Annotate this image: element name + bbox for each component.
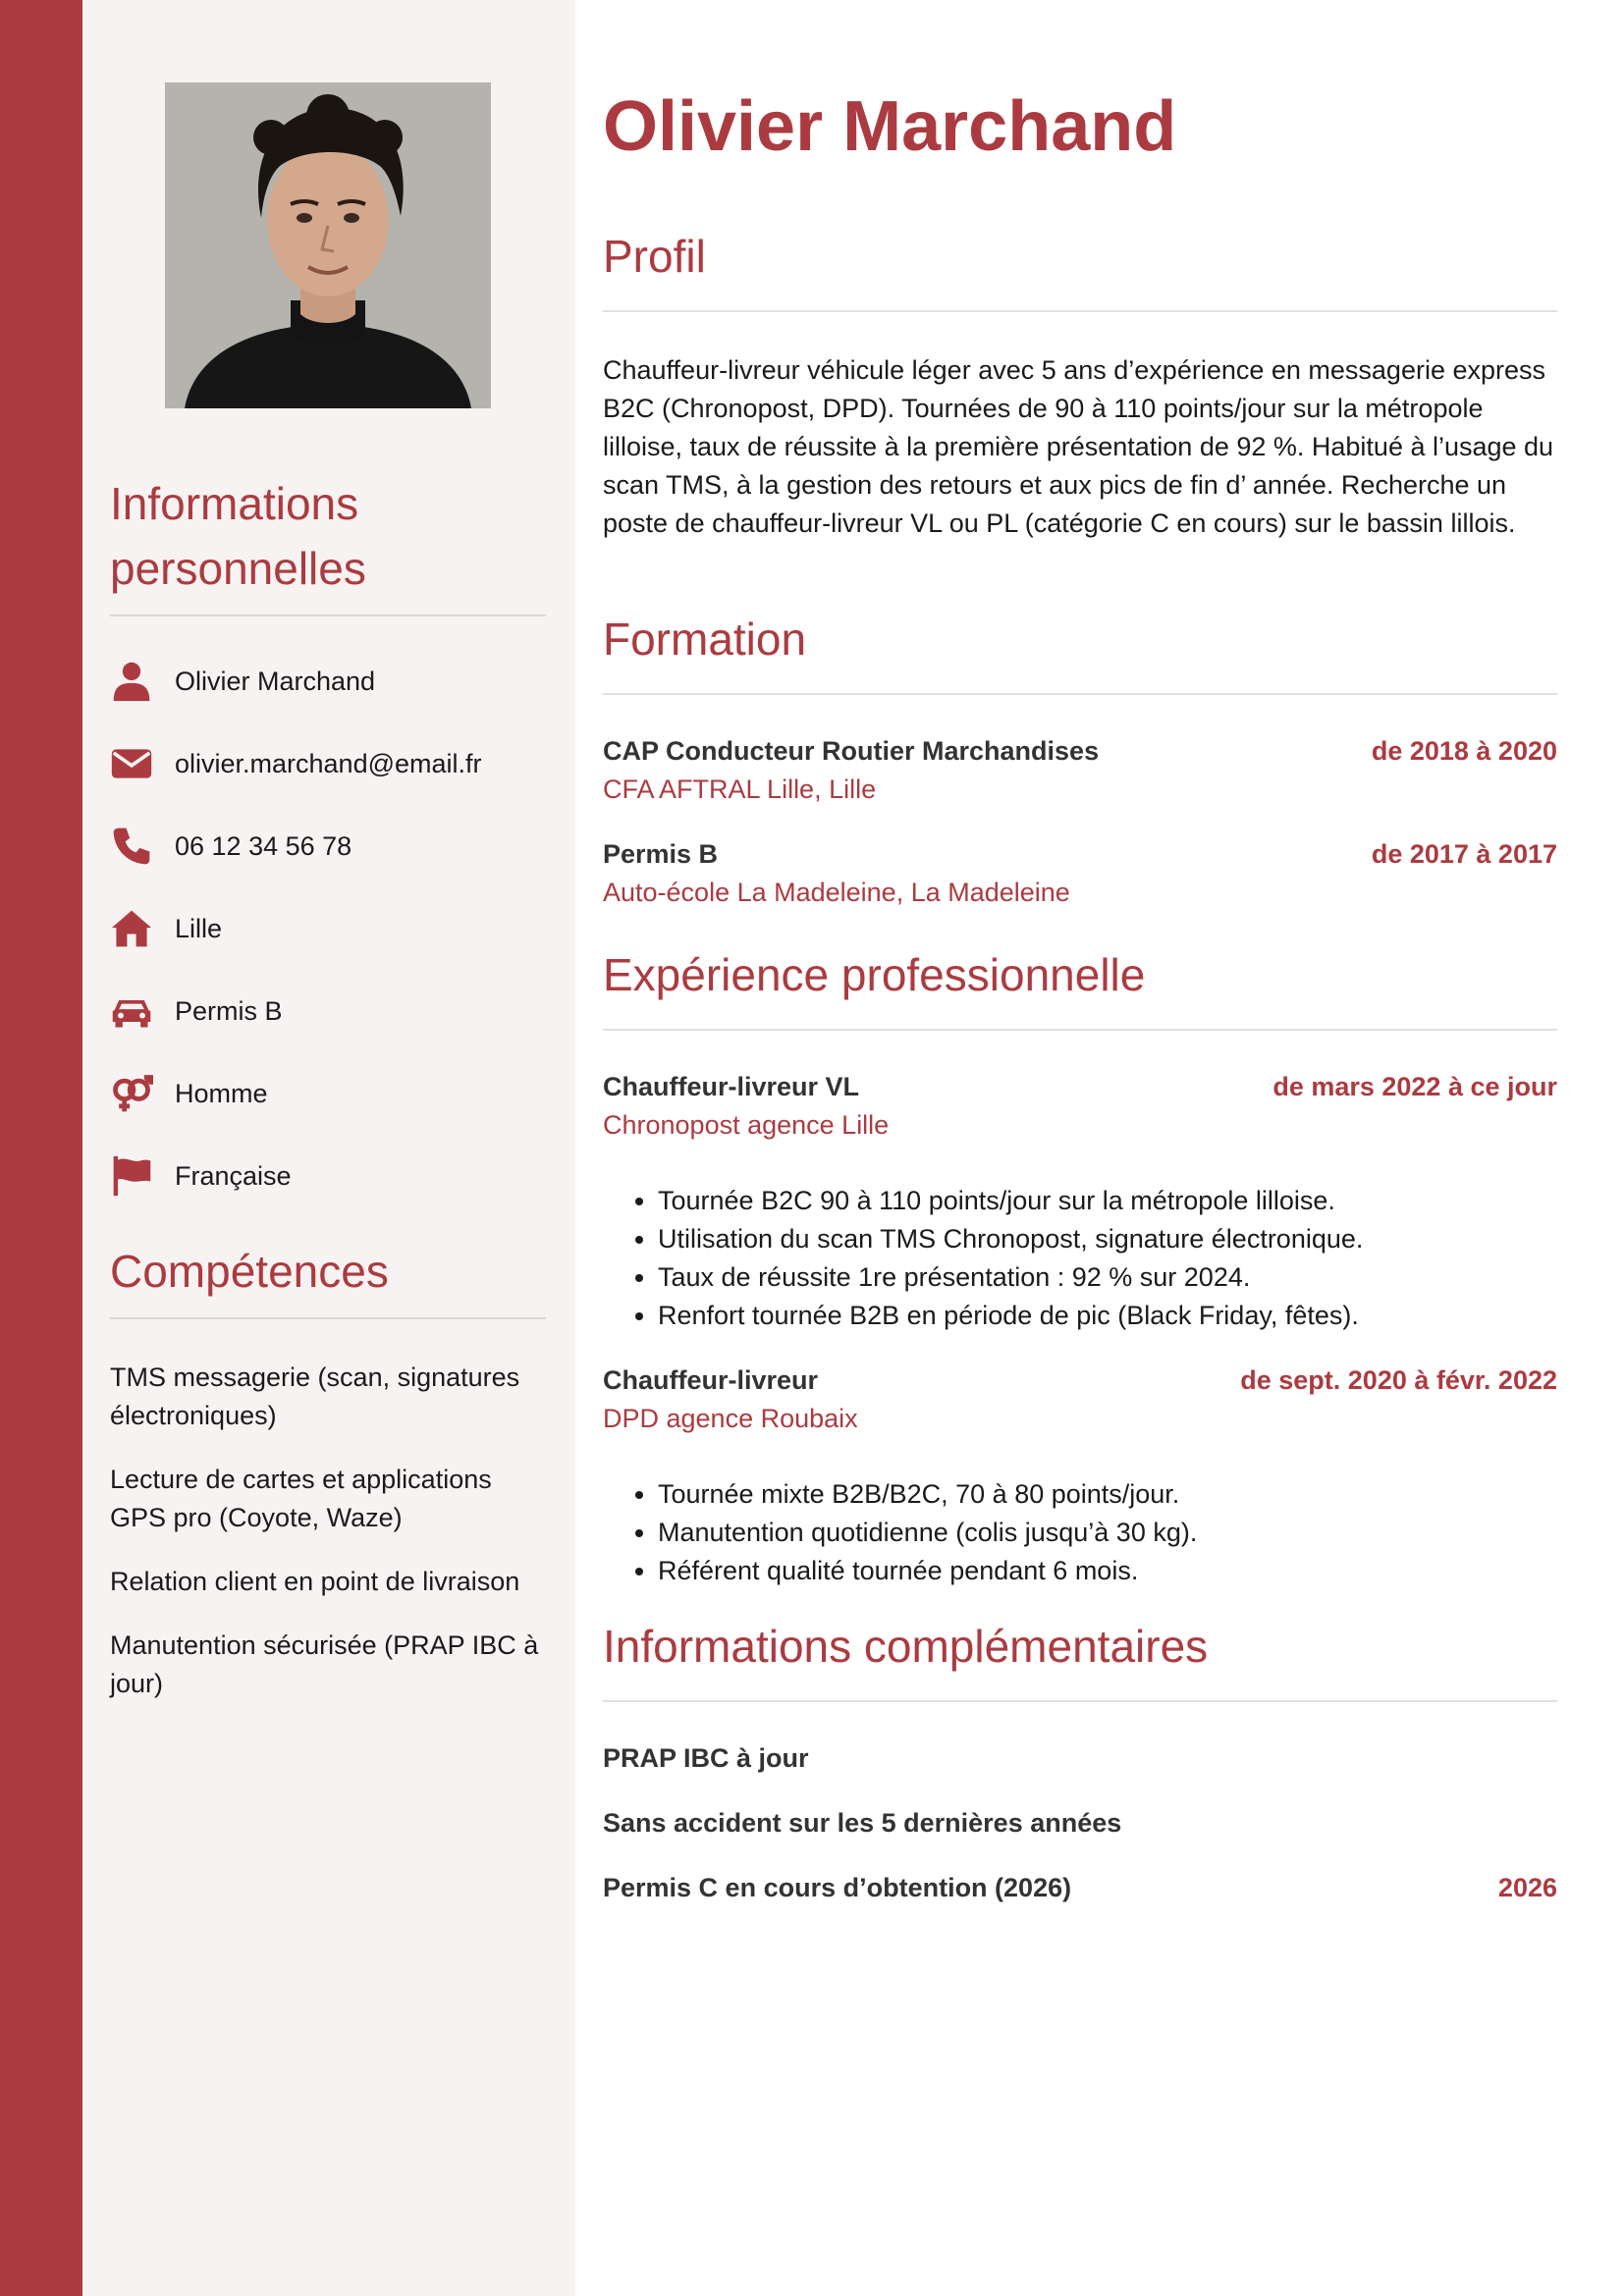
education-entry xyxy=(603,835,1557,912)
personal-info-heading: Informations personnelles xyxy=(110,471,546,616)
home-icon xyxy=(110,905,175,952)
additional-section xyxy=(603,1614,1557,1910)
education-section xyxy=(603,607,1557,912)
bullet-item: • Tournée mixte B2B/B2C, 70 à 80 points/jour. xyxy=(658,1475,1557,1514)
info-text: olivier.marchand@email.fr xyxy=(175,748,482,778)
entry-date: de 2018 à 2020 xyxy=(1371,736,1557,766)
info-text: 06 12 34 56 78 xyxy=(175,830,352,861)
skills-list xyxy=(110,1359,546,1703)
info-text: Olivier Marchand xyxy=(175,666,376,696)
bullet-item: • Manutention quotidienne (colis jusqu’à 30 kg). xyxy=(658,1514,1557,1552)
experience-entry xyxy=(603,1068,1557,1335)
skills-section xyxy=(110,1239,546,1729)
info-item-city xyxy=(110,887,546,970)
additional-text: Permis C en cours d’obtention (2026) xyxy=(603,1873,1072,1902)
phone-icon xyxy=(110,823,175,870)
entry-title: Chauffeur-livreur xyxy=(603,1365,819,1395)
education-entry xyxy=(603,732,1557,809)
additional-date: 2026 xyxy=(1497,1873,1557,1902)
info-item-name xyxy=(110,640,546,722)
additional-item xyxy=(603,1739,1557,1781)
info-item-email xyxy=(110,722,546,805)
info-text: Française xyxy=(175,1160,292,1191)
entry-title: Chauffeur-livreur VL xyxy=(603,1072,860,1101)
car-icon xyxy=(110,988,175,1035)
entry-place: Auto-école La Madeleine, La Madeleine xyxy=(603,878,1070,907)
entry-date: de sept. 2020 à févr. 2022 xyxy=(1240,1365,1557,1395)
personal-info-list xyxy=(110,640,546,1217)
main-content xyxy=(575,0,1624,2296)
bullet-item: • Utilisation du scan TMS Chronopost, signature électronique. xyxy=(658,1220,1557,1258)
gender-icon xyxy=(110,1070,175,1117)
skills-heading: Compétences xyxy=(110,1239,546,1319)
experience-section xyxy=(603,942,1557,1590)
additional-text: Sans accident sur les 5 dernières années xyxy=(603,1808,1122,1838)
info-item-gender xyxy=(110,1052,546,1135)
experience-entry xyxy=(603,1362,1557,1590)
flag-icon xyxy=(110,1152,175,1200)
additional-heading: Informations complémentaires xyxy=(603,1614,1557,1702)
skill-item: Lecture de cartes et applications GPS pro (Coyote, Waze) xyxy=(110,1465,492,1532)
entry-title: CAP Conducteur Routier Marchandises xyxy=(603,736,1100,766)
user-icon xyxy=(110,658,175,705)
main-inner xyxy=(603,82,1557,1902)
bullet-list xyxy=(603,1182,1557,1335)
info-text: Lille xyxy=(175,913,223,943)
skill-item: Relation client en point de livraison xyxy=(110,1567,520,1596)
profile-photo xyxy=(165,82,491,408)
bullet-item: • Référent qualité tournée pendant 6 mois. xyxy=(658,1552,1557,1590)
candidate-name: Olivier Marchand xyxy=(603,87,1177,166)
entry-place: CFA AFTRAL Lille, Lille xyxy=(603,774,877,804)
profile-text: Chauffeur-livreur véhicule léger avec 5 ans d’expérience en messagerie express B2C (Chronopost, DPD). Tournées de 90 à 110 points/jour sur la métropole lilloise, taux de réussite à la première présentation de 92 %. Habitué à l’usage du scan TMS, à la gestion des retours et aux pics de fin d’ année. Recherche un poste de chauffeur-livreur VL ou PL (catégorie C en cours) sur le bassin lillois. xyxy=(603,355,1554,538)
info-text: Homme xyxy=(175,1078,268,1108)
bullet-item: • Taux de réussite 1re présentation : 92 % sur 2024. xyxy=(658,1258,1557,1297)
profile-section xyxy=(603,224,1557,543)
entry-date: de 2017 à 2017 xyxy=(1371,839,1557,869)
portrait-image xyxy=(165,82,491,408)
entry-date: de mars 2022 à ce jour xyxy=(1272,1072,1557,1101)
info-item-license xyxy=(110,970,546,1052)
accent-bar xyxy=(0,0,82,2296)
envelope-icon xyxy=(110,740,175,787)
profile-heading: Profil xyxy=(603,224,1557,312)
experience-heading: Expérience professionnelle xyxy=(603,942,1557,1031)
personal-info-section xyxy=(110,471,546,1217)
bullet-item: • Tournée B2C 90 à 110 points/jour sur la métropole lilloise. xyxy=(658,1182,1557,1220)
additional-text: PRAP IBC à jour xyxy=(603,1743,809,1773)
info-item-phone xyxy=(110,805,546,887)
info-item-nationality xyxy=(110,1135,546,1217)
skill-item: Manutention sécurisée (PRAP IBC à jour) xyxy=(110,1630,539,1698)
sidebar xyxy=(82,0,575,2296)
entry-place: Chronopost agence Lille xyxy=(603,1110,890,1140)
bullet-item: • Renfort tournée B2B en période de pic (Black Friday, fêtes). xyxy=(658,1297,1557,1335)
skill-item: TMS messagerie (scan, signatures électroniques) xyxy=(110,1362,520,1430)
entry-place: DPD agence Roubaix xyxy=(603,1404,858,1433)
additional-item xyxy=(603,1804,1557,1845)
entry-title: Permis B xyxy=(603,839,719,869)
education-heading: Formation xyxy=(603,607,1557,695)
additional-item xyxy=(603,1869,1557,1910)
info-text: Permis B xyxy=(175,995,283,1026)
bullet-list xyxy=(603,1475,1557,1590)
